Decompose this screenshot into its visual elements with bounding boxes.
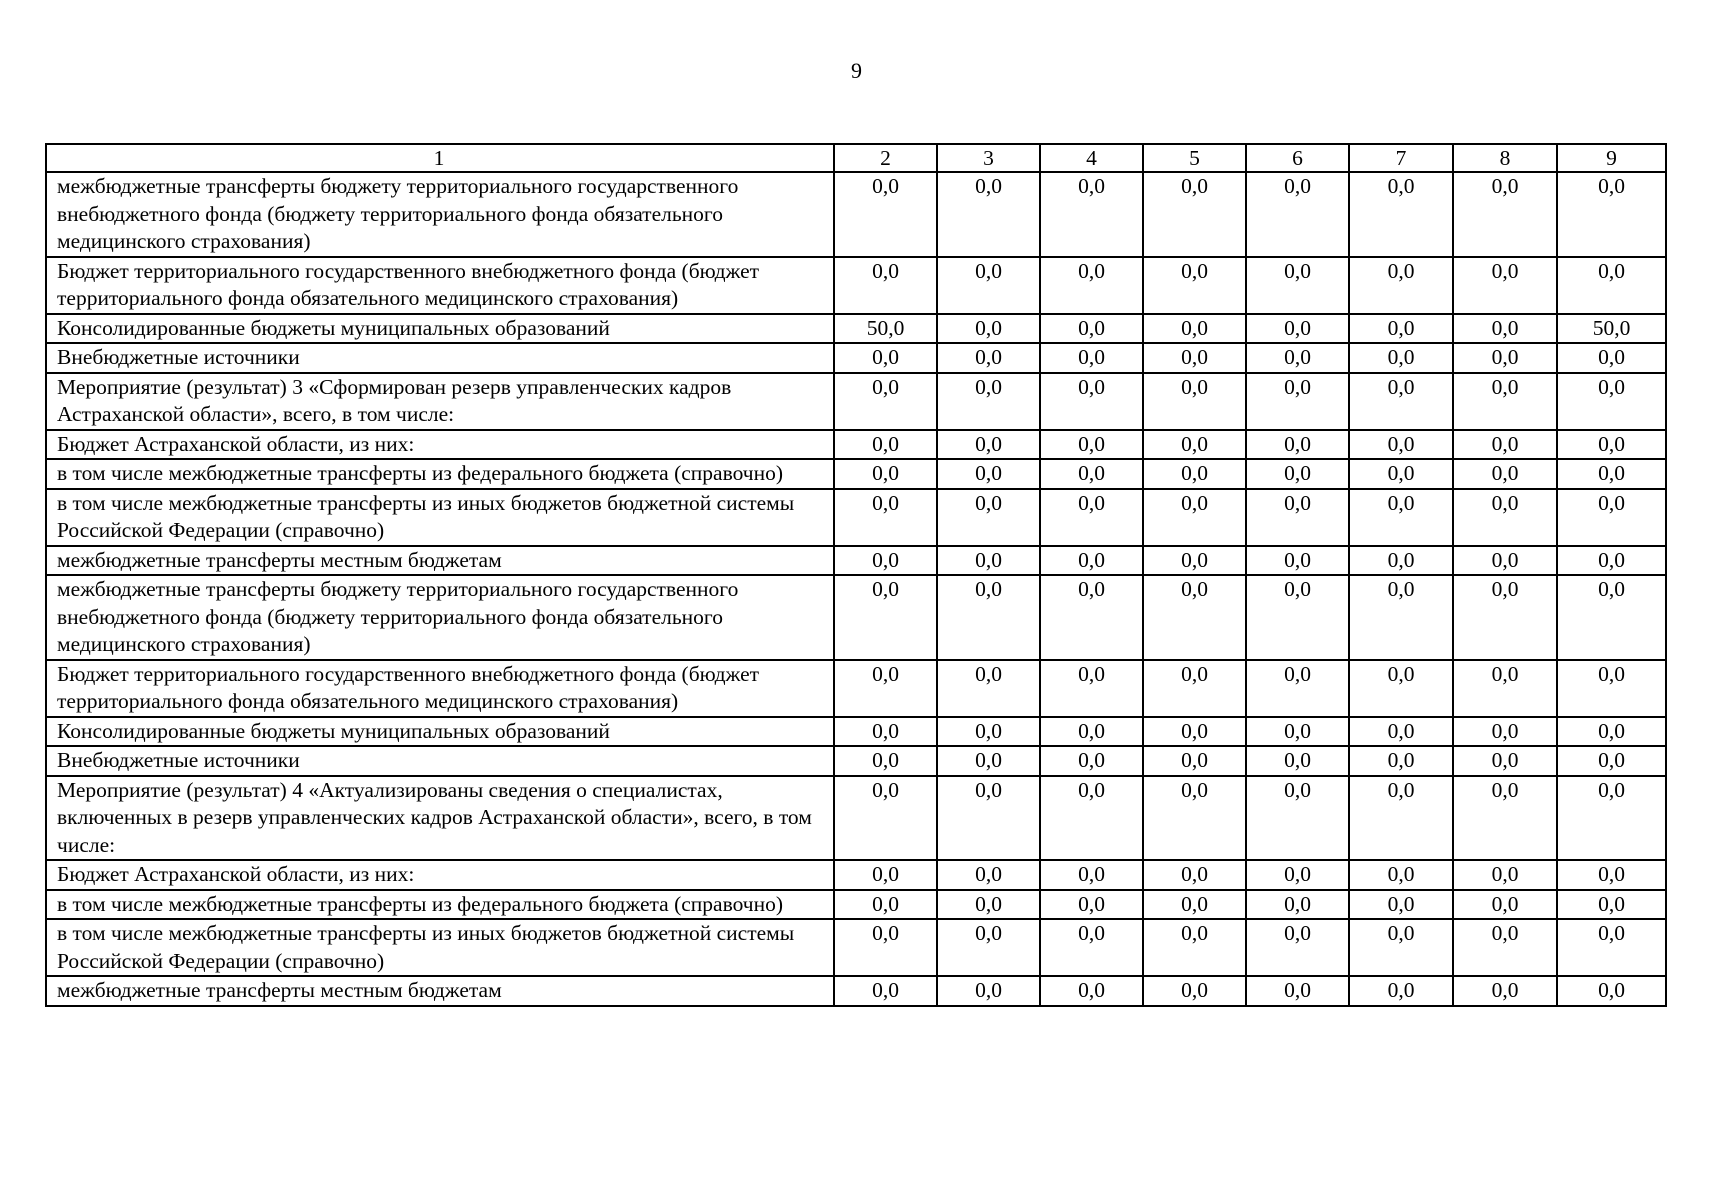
value-cell: 0,0 (1143, 860, 1246, 890)
value-cell: 0,0 (1040, 717, 1143, 747)
value-cell: 0,0 (1040, 459, 1143, 489)
value-cell: 0,0 (1143, 172, 1246, 257)
value-cell: 0,0 (1246, 746, 1349, 776)
value-cell: 0,0 (1349, 717, 1453, 747)
value-cell: 0,0 (1143, 489, 1246, 546)
value-cell: 0,0 (1246, 314, 1349, 344)
value-cell: 0,0 (834, 976, 937, 1006)
table-row (46, 660, 1666, 717)
value-cell: 0,0 (1246, 257, 1349, 314)
value-cell: 0,0 (937, 459, 1040, 489)
column-number-8: 8 (1453, 144, 1557, 172)
value-cell: 0,0 (1557, 489, 1666, 546)
value-cell: 0,0 (1143, 314, 1246, 344)
value-cell: 0,0 (1040, 776, 1143, 861)
value-cell: 0,0 (1143, 459, 1246, 489)
value-cell: 0,0 (1453, 860, 1557, 890)
value-cell: 0,0 (937, 314, 1040, 344)
value-cell: 0,0 (1349, 546, 1453, 576)
value-cell: 50,0 (1557, 314, 1666, 344)
row-label: Внебюджетные источники (46, 343, 834, 373)
value-cell: 0,0 (1349, 459, 1453, 489)
value-cell: 0,0 (1040, 343, 1143, 373)
value-cell: 0,0 (1143, 776, 1246, 861)
value-cell: 0,0 (937, 717, 1040, 747)
table-row (46, 717, 1666, 747)
value-cell: 0,0 (1557, 546, 1666, 576)
value-cell: 0,0 (834, 257, 937, 314)
value-cell: 0,0 (937, 373, 1040, 430)
value-cell: 0,0 (834, 746, 937, 776)
column-number-3: 3 (937, 144, 1040, 172)
value-cell: 0,0 (1557, 373, 1666, 430)
value-cell: 0,0 (1040, 546, 1143, 576)
value-cell: 0,0 (1040, 373, 1143, 430)
value-cell: 0,0 (1349, 257, 1453, 314)
value-cell: 0,0 (937, 172, 1040, 257)
table-row (46, 575, 1666, 660)
value-cell: 0,0 (1557, 919, 1666, 976)
value-cell: 0,0 (1349, 172, 1453, 257)
value-cell: 0,0 (1143, 660, 1246, 717)
column-number-7: 7 (1349, 144, 1453, 172)
value-cell: 0,0 (834, 373, 937, 430)
value-cell: 0,0 (1349, 314, 1453, 344)
value-cell: 0,0 (1453, 976, 1557, 1006)
value-cell: 0,0 (1453, 430, 1557, 460)
value-cell: 0,0 (1453, 919, 1557, 976)
value-cell: 0,0 (1349, 776, 1453, 861)
row-label: межбюджетные трансферты бюджету территориального государственного внебюджетного фонда (бюджету территориального фонда обязательного медицинского страхования) (46, 575, 834, 660)
value-cell: 0,0 (834, 717, 937, 747)
value-cell: 0,0 (1557, 575, 1666, 660)
value-cell: 0,0 (1557, 776, 1666, 861)
value-cell: 0,0 (1453, 373, 1557, 430)
value-cell: 0,0 (1040, 890, 1143, 920)
value-cell: 0,0 (1349, 373, 1453, 430)
table-row (46, 546, 1666, 576)
value-cell: 0,0 (1143, 343, 1246, 373)
value-cell: 0,0 (834, 459, 937, 489)
value-cell: 0,0 (1453, 575, 1557, 660)
value-cell: 0,0 (1040, 489, 1143, 546)
value-cell: 0,0 (1453, 660, 1557, 717)
value-cell: 0,0 (834, 575, 937, 660)
value-cell: 0,0 (834, 172, 937, 257)
value-cell: 0,0 (1557, 660, 1666, 717)
value-cell: 0,0 (1557, 343, 1666, 373)
value-cell: 0,0 (1040, 257, 1143, 314)
budget-table (45, 143, 1667, 1007)
value-cell: 0,0 (1557, 746, 1666, 776)
value-cell: 0,0 (1246, 976, 1349, 1006)
column-number-2: 2 (834, 144, 937, 172)
table-row (46, 489, 1666, 546)
table-row (46, 459, 1666, 489)
value-cell: 0,0 (1143, 373, 1246, 430)
column-number-6: 6 (1246, 144, 1349, 172)
table-row (46, 343, 1666, 373)
value-cell: 0,0 (1349, 976, 1453, 1006)
value-cell: 0,0 (834, 343, 937, 373)
table-row (46, 776, 1666, 861)
table-row (46, 257, 1666, 314)
value-cell: 0,0 (1040, 430, 1143, 460)
value-cell: 0,0 (834, 430, 937, 460)
value-cell: 0,0 (1246, 430, 1349, 460)
row-label: Бюджет территориального государственного внебюджетного фонда (бюджет территориального фонда обязательного медицинского страхования) (46, 257, 834, 314)
value-cell: 0,0 (1557, 890, 1666, 920)
value-cell: 0,0 (1453, 343, 1557, 373)
table-row (46, 746, 1666, 776)
value-cell: 50,0 (834, 314, 937, 344)
value-cell: 0,0 (1349, 860, 1453, 890)
value-cell: 0,0 (1349, 343, 1453, 373)
value-cell: 0,0 (1040, 919, 1143, 976)
row-label: Консолидированные бюджеты муниципальных образований (46, 314, 834, 344)
value-cell: 0,0 (834, 776, 937, 861)
value-cell: 0,0 (1557, 976, 1666, 1006)
row-label: Внебюджетные источники (46, 746, 834, 776)
row-label: Мероприятие (результат) 4 «Актуализированы сведения о специалистах, включенных в резерв управленческих кадров Астраханской области», всего, в том числе: (46, 776, 834, 861)
value-cell: 0,0 (1349, 890, 1453, 920)
value-cell: 0,0 (937, 430, 1040, 460)
value-cell: 0,0 (1143, 746, 1246, 776)
column-number-1: 1 (46, 144, 834, 172)
page-number: 9 (851, 58, 862, 83)
value-cell: 0,0 (1040, 860, 1143, 890)
value-cell: 0,0 (1246, 776, 1349, 861)
value-cell: 0,0 (834, 919, 937, 976)
value-cell: 0,0 (1143, 430, 1246, 460)
value-cell: 0,0 (1143, 575, 1246, 660)
table-row (46, 860, 1666, 890)
value-cell: 0,0 (1453, 314, 1557, 344)
row-label: в том числе межбюджетные трансферты из федерального бюджета (справочно) (46, 890, 834, 920)
value-cell: 0,0 (1453, 546, 1557, 576)
value-cell: 0,0 (1453, 489, 1557, 546)
value-cell: 0,0 (937, 890, 1040, 920)
value-cell: 0,0 (937, 343, 1040, 373)
value-cell: 0,0 (937, 489, 1040, 546)
row-label: Бюджет Астраханской области, из них: (46, 860, 834, 890)
value-cell: 0,0 (1349, 746, 1453, 776)
value-cell: 0,0 (1349, 575, 1453, 660)
row-label: межбюджетные трансферты местным бюджетам (46, 976, 834, 1006)
row-label: межбюджетные трансферты местным бюджетам (46, 546, 834, 576)
value-cell: 0,0 (937, 776, 1040, 861)
value-cell: 0,0 (1349, 919, 1453, 976)
value-cell: 0,0 (1143, 890, 1246, 920)
value-cell: 0,0 (1040, 660, 1143, 717)
value-cell: 0,0 (1246, 860, 1349, 890)
value-cell: 0,0 (1246, 373, 1349, 430)
row-label: в том числе межбюджетные трансферты из федерального бюджета (справочно) (46, 459, 834, 489)
value-cell: 0,0 (1557, 172, 1666, 257)
value-cell: 0,0 (937, 257, 1040, 314)
row-label: межбюджетные трансферты бюджету территориального государственного внебюджетного фонда (бюджету территориального фонда обязательного медицинского страхования) (46, 172, 834, 257)
value-cell: 0,0 (834, 890, 937, 920)
value-cell: 0,0 (937, 746, 1040, 776)
table-row (46, 976, 1666, 1006)
value-cell: 0,0 (1040, 575, 1143, 660)
table-row (46, 430, 1666, 460)
value-cell: 0,0 (834, 660, 937, 717)
value-cell: 0,0 (1349, 660, 1453, 717)
value-cell: 0,0 (1557, 430, 1666, 460)
value-cell: 0,0 (937, 919, 1040, 976)
row-label: Консолидированные бюджеты муниципальных образований (46, 717, 834, 747)
value-cell: 0,0 (1040, 172, 1143, 257)
value-cell: 0,0 (1040, 314, 1143, 344)
value-cell: 0,0 (1557, 860, 1666, 890)
row-label: Бюджет Астраханской области, из них: (46, 430, 834, 460)
value-cell: 0,0 (1246, 660, 1349, 717)
value-cell: 0,0 (1246, 575, 1349, 660)
value-cell: 0,0 (1143, 546, 1246, 576)
column-number-4: 4 (1040, 144, 1143, 172)
table-row (46, 373, 1666, 430)
column-number-9: 9 (1557, 144, 1666, 172)
value-cell: 0,0 (1453, 459, 1557, 489)
value-cell: 0,0 (1246, 890, 1349, 920)
row-label: в том числе межбюджетные трансферты из иных бюджетов бюджетной системы Российской Федерации (справочно) (46, 919, 834, 976)
value-cell: 0,0 (937, 976, 1040, 1006)
value-cell: 0,0 (1143, 717, 1246, 747)
value-cell: 0,0 (1246, 919, 1349, 976)
value-cell: 0,0 (1246, 717, 1349, 747)
value-cell: 0,0 (1453, 890, 1557, 920)
value-cell: 0,0 (937, 660, 1040, 717)
value-cell: 0,0 (1246, 343, 1349, 373)
value-cell: 0,0 (937, 546, 1040, 576)
table-row (46, 890, 1666, 920)
value-cell: 0,0 (1557, 717, 1666, 747)
value-cell: 0,0 (1143, 976, 1246, 1006)
value-cell: 0,0 (1246, 459, 1349, 489)
value-cell: 0,0 (1453, 257, 1557, 314)
value-cell: 0,0 (1143, 257, 1246, 314)
value-cell: 0,0 (1557, 459, 1666, 489)
value-cell: 0,0 (1143, 919, 1246, 976)
value-cell: 0,0 (1040, 746, 1143, 776)
value-cell: 0,0 (1349, 489, 1453, 546)
table-row (46, 919, 1666, 976)
value-cell: 0,0 (937, 575, 1040, 660)
value-cell: 0,0 (1557, 257, 1666, 314)
table-row (46, 314, 1666, 344)
value-cell: 0,0 (1246, 489, 1349, 546)
value-cell: 0,0 (1349, 430, 1453, 460)
table-header-row (46, 144, 1666, 172)
row-label: Бюджет территориального государственного внебюджетного фонда (бюджет территориального фонда обязательного медицинского страхования) (46, 660, 834, 717)
value-cell: 0,0 (1453, 776, 1557, 861)
value-cell: 0,0 (1246, 546, 1349, 576)
value-cell: 0,0 (834, 546, 937, 576)
value-cell: 0,0 (1453, 172, 1557, 257)
table-row (46, 172, 1666, 257)
row-label: Мероприятие (результат) 3 «Сформирован резерв управленческих кадров Астраханской области», всего, в том числе: (46, 373, 834, 430)
row-label: в том числе межбюджетные трансферты из иных бюджетов бюджетной системы Российской Федерации (справочно) (46, 489, 834, 546)
value-cell: 0,0 (1453, 746, 1557, 776)
value-cell: 0,0 (937, 860, 1040, 890)
value-cell: 0,0 (1246, 172, 1349, 257)
value-cell: 0,0 (834, 860, 937, 890)
value-cell: 0,0 (1453, 717, 1557, 747)
value-cell: 0,0 (1040, 976, 1143, 1006)
column-number-5: 5 (1143, 144, 1246, 172)
value-cell: 0,0 (834, 489, 937, 546)
